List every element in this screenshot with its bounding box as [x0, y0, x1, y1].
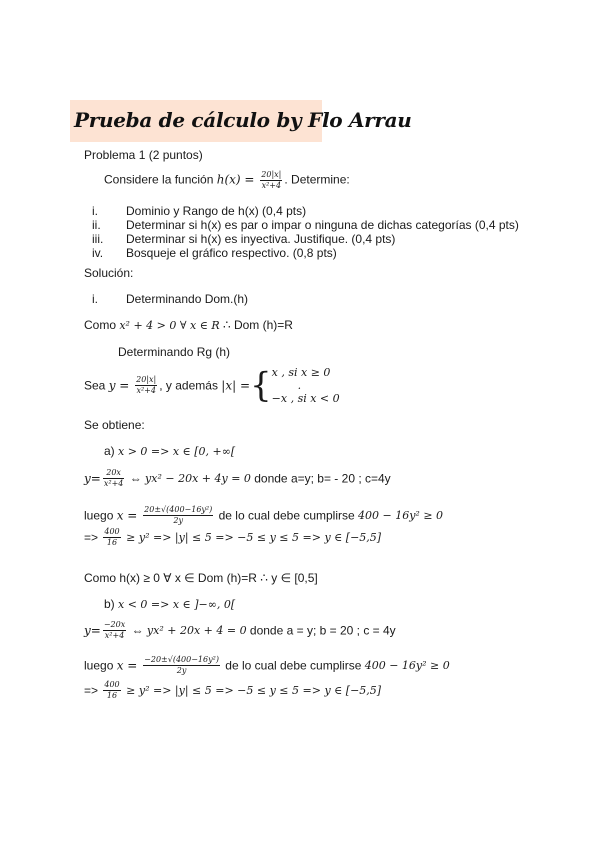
luego-a-denominator: 2y — [173, 516, 184, 525]
sea-line — [84, 366, 340, 405]
item-text: Determinar si h(x) es par o impar o ninguna de dichas categorías (0,4 pts) — [126, 218, 519, 232]
imp-a-numerator: 400 — [104, 527, 120, 536]
eq-a-equiv: ⇔ — [126, 471, 146, 486]
item-text: Dominio y Rango de h(x) (0,4 pts) — [126, 204, 307, 218]
domain-conclusion: ∴ Dom (h)=R — [219, 318, 293, 332]
equation-b — [84, 620, 396, 641]
eq-a-math: yx² − 20x + 4y = 0 — [145, 472, 251, 485]
luego-b-numerator: −20±√(400−16y²) — [144, 655, 219, 664]
solution-heading: Solución: — [84, 266, 134, 280]
sea-fraction — [135, 375, 157, 396]
problem-heading: Problema 1 (2 puntos) — [84, 148, 203, 162]
luego-b-condition: 400 − 16y² ≥ 0 — [364, 659, 450, 672]
eq-b-numerator: −20x — [103, 620, 126, 629]
item-number: i. — [92, 204, 98, 218]
case-positive: x , si x ≥ 0 — [271, 366, 331, 379]
como-line: Como h(x) ≥ 0 ∀ x ∈ Dom (h)=R ∴ y ∈ [0,5] — [84, 571, 318, 585]
imp-b-numerator: 400 — [104, 680, 120, 689]
item-number: ii. — [92, 218, 101, 232]
func-numerator: 20|x| — [261, 170, 282, 179]
item-number: iv. — [92, 246, 104, 260]
luego-b-lhs: x = — [116, 658, 142, 673]
eq-b-denominator: x²+4 — [104, 631, 125, 640]
func-denominator: x²+4 — [261, 181, 282, 190]
se-obtiene: Se obtiene: — [84, 418, 145, 432]
domain-text: Como — [84, 318, 120, 332]
eq-a-fraction — [103, 468, 125, 489]
item-text: Determinar si h(x) es inyectiva. Justifique. (0,4 pts) — [126, 232, 396, 246]
luego-b-denominator: 2y — [176, 666, 187, 675]
eq-b-fraction — [103, 620, 126, 641]
page-title: Prueba de cálculo by Flo Arrau — [74, 108, 412, 132]
eq-a-coefficients: donde a=y; b= - 20 ; c=4y — [250, 471, 391, 486]
eq-b-equiv: ⇔ — [128, 623, 147, 638]
eq-a-lhs: y= — [84, 471, 101, 486]
item-text: Bosqueje el gráfico respectivo. (0,8 pts) — [126, 246, 337, 260]
sea-mid: , y además — [159, 378, 222, 393]
case-negative: −x , si x < 0 — [271, 392, 340, 405]
luego-b-mid: de lo cual debe cumplirse — [221, 658, 365, 673]
sea-text: Sea — [84, 378, 109, 393]
step-number: i. — [92, 292, 98, 306]
imp-a-math: ≥ y² => |y| ≤ 5 => −5 ≤ y ≤ 5 => y ∈ [−5,5] — [122, 531, 382, 544]
list-item — [92, 204, 519, 218]
sea-numerator: 20|x| — [136, 375, 157, 384]
step-text: Determinando Dom.(h) — [126, 292, 249, 306]
case-dot: . — [297, 379, 302, 392]
eq-a-denominator: x²+4 — [103, 479, 124, 488]
list-item — [92, 246, 519, 260]
imp-a-fraction — [103, 527, 120, 548]
item-number: iii. — [92, 232, 104, 246]
problem-intro — [104, 170, 350, 191]
eq-b-lhs: y= — [84, 623, 101, 638]
luego-a-numerator: 20±√(400−16y²) — [144, 505, 213, 514]
implication-b — [84, 680, 381, 701]
imp-b-denominator: 16 — [106, 691, 118, 700]
luego-b — [84, 655, 450, 676]
luego-a — [84, 505, 443, 526]
case-b-label: b) — [104, 597, 119, 611]
brace: { — [250, 365, 272, 406]
eq-b-math: yx² + 20x + 4 = 0 — [146, 624, 247, 637]
imp-a-arrow: => — [84, 530, 102, 545]
func-fraction — [260, 170, 282, 191]
list-item — [92, 232, 519, 246]
case-b — [104, 597, 235, 611]
imp-b-math: ≥ y² => |y| ≤ 5 => −5 ≤ y ≤ 5 => y ∈ [−5,5] — [122, 684, 382, 697]
imp-b-arrow: => — [84, 683, 102, 698]
luego-a-mid: de lo cual debe cumplirse — [215, 508, 359, 523]
sea-denominator: x²+4 — [136, 386, 156, 395]
luego-a-text: luego — [84, 508, 117, 523]
intro-before: Considere la función — [104, 172, 217, 187]
luego-b-text: luego — [84, 658, 117, 673]
case-a-label: a) — [104, 444, 119, 458]
intro-after: . Determine: — [284, 172, 350, 187]
solution-step-1 — [92, 292, 248, 306]
domain-math: x² + 4 > 0 ∀ x ∈ R — [119, 319, 220, 332]
luego-b-fraction — [143, 655, 220, 676]
problem-items — [92, 204, 519, 260]
imp-a-denominator: 16 — [106, 538, 118, 547]
list-item — [92, 218, 519, 232]
eq-a-numerator: 20x — [103, 468, 125, 479]
case-a — [104, 444, 235, 458]
case-b-math: x < 0 => x ∈ ]−∞, 0[ — [118, 598, 236, 611]
eq-b-coefficients: donde a = y; b = 20 ; c = 4y — [246, 623, 396, 638]
imp-b-fraction — [103, 680, 120, 701]
sea-lhs: y = — [108, 378, 134, 393]
implication-a — [84, 527, 381, 548]
abs-cases — [272, 366, 340, 405]
domain-line — [84, 318, 293, 332]
luego-a-condition: 400 − 16y² ≥ 0 — [358, 509, 444, 522]
abs-lhs: |x| = — [221, 378, 251, 393]
equation-a — [84, 468, 391, 489]
func-lhs: h(x) = — [216, 172, 259, 187]
luego-a-lhs: x = — [116, 508, 142, 523]
case-a-math: x > 0 => x ∈ [0, +∞[ — [118, 445, 236, 458]
range-heading: Determinando Rg (h) — [118, 345, 231, 359]
luego-a-fraction — [143, 505, 213, 526]
